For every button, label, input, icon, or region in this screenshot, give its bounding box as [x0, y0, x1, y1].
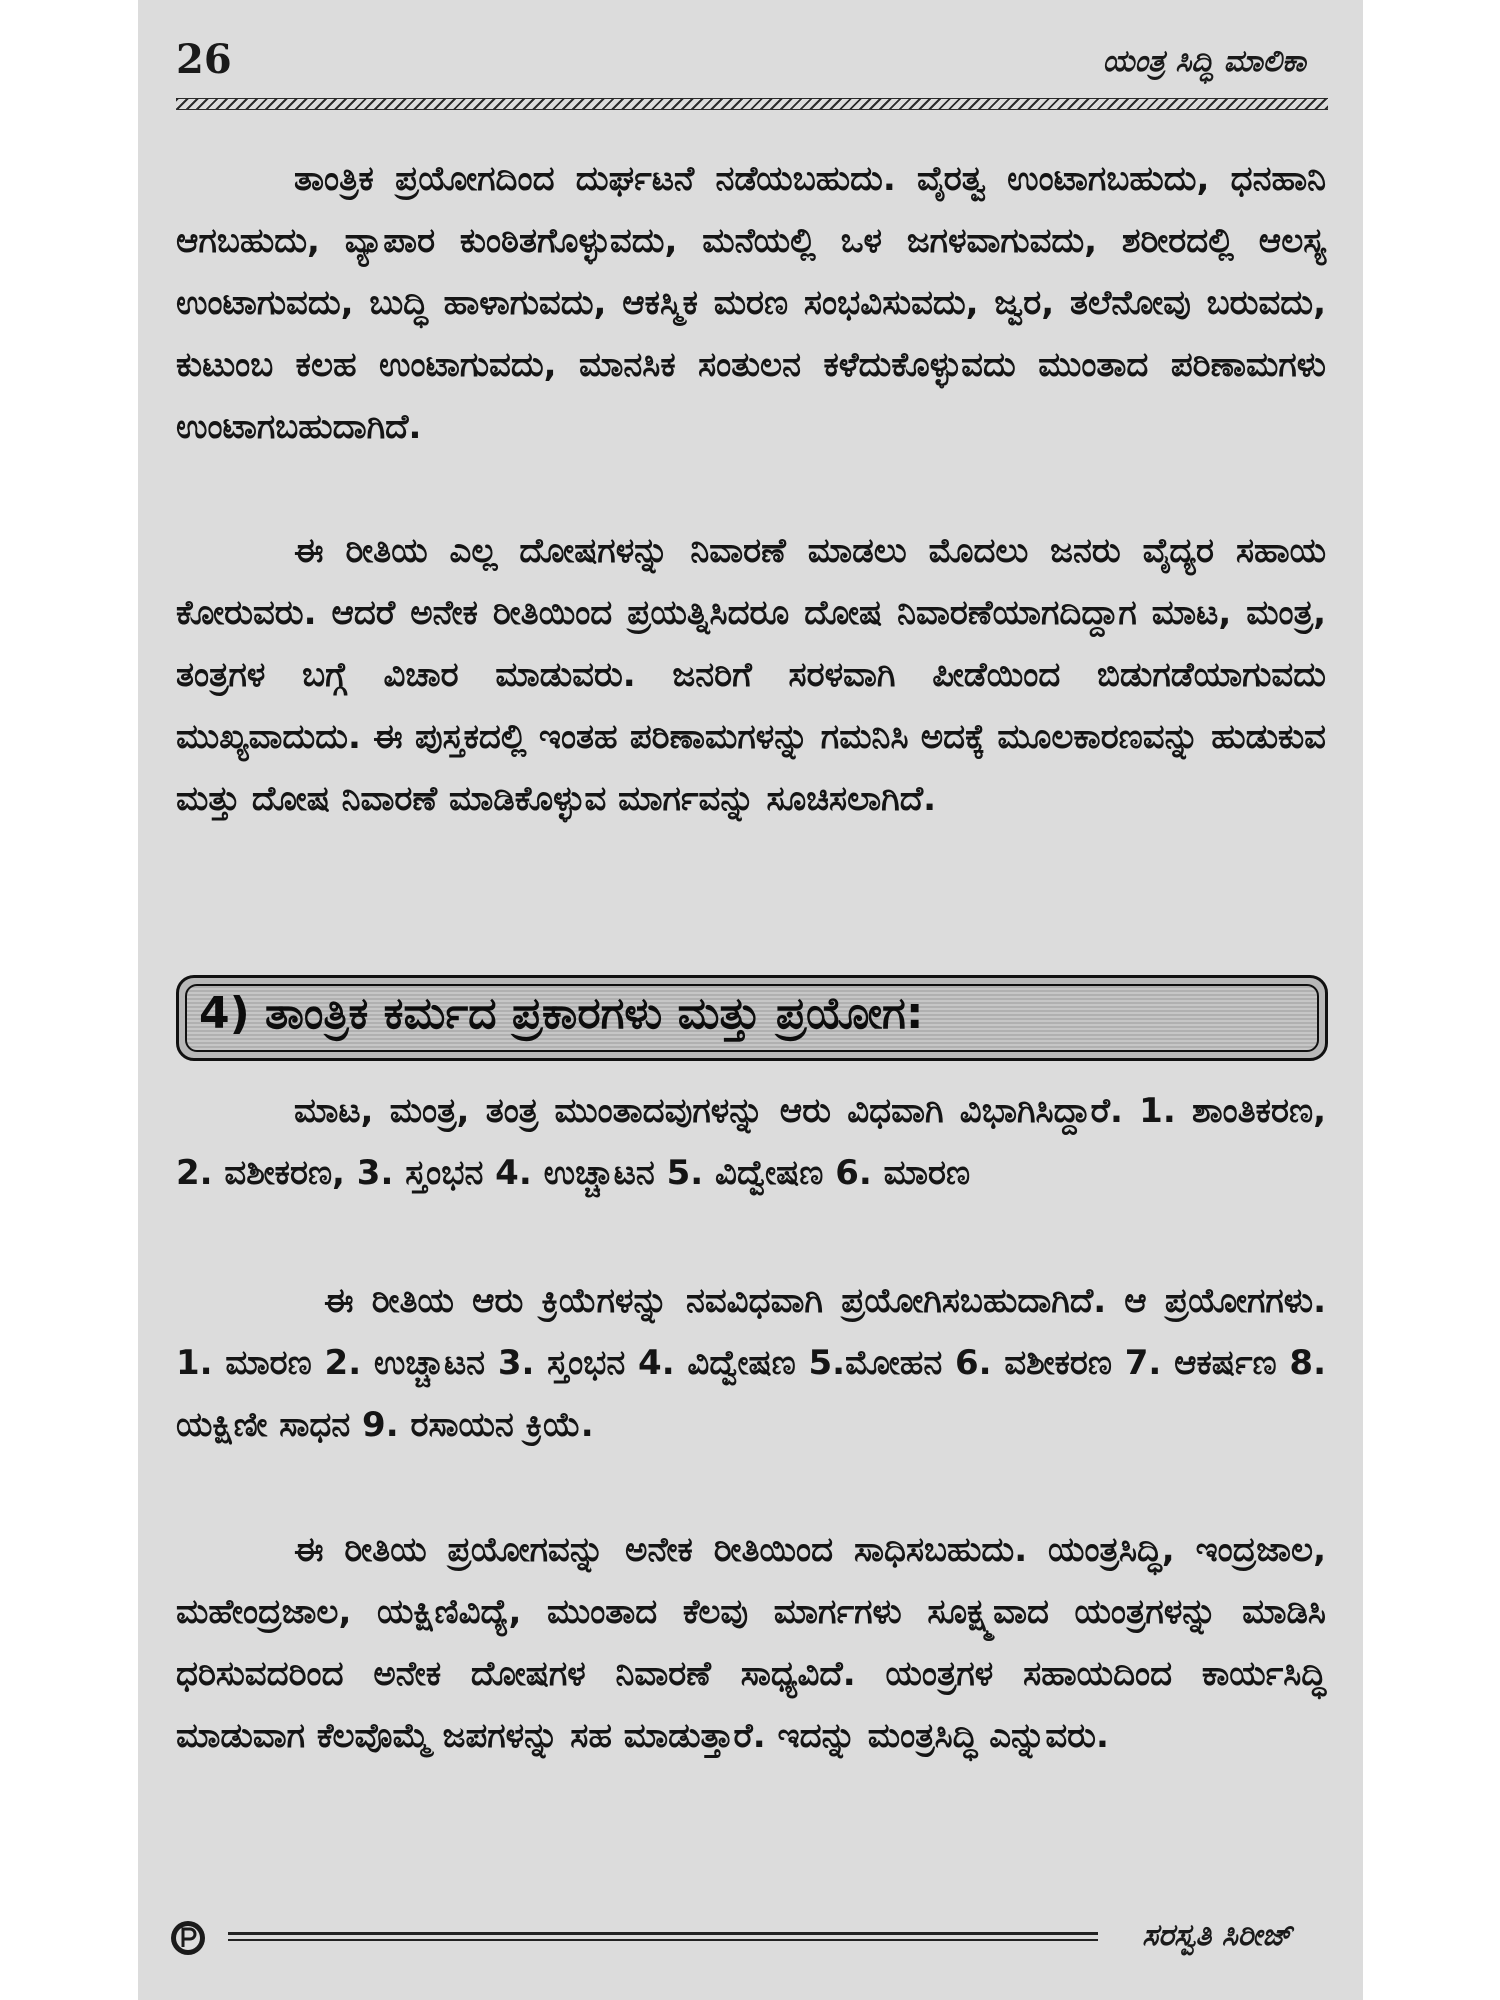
page-header	[176, 36, 1326, 86]
section-heading: 4) ತಾಂತ್ರಿಕ ಕರ್ಮದ ಪ್ರಕಾರಗಳು ಮತ್ತು ಪ್ರಯೋಗ:	[199, 988, 924, 1039]
paragraph-2: ಈ ರೀತಿಯ ಎಲ್ಲ ದೋಷಗಳನ್ನು ನಿವಾರಣೆ ಮಾಡಲು ಮೊದಲು ಜನರು ವೈದ್ಯರ ಸಹಾಯ ಕೋರುವರು. ಆದರೆ ಅನೇಕ ರೀತಿಯಿಂದ ಪ್ರಯತ್ನಿಸಿದರೂ ದೋಷ ನಿವಾರಣೆಯಾಗದಿದ್ದಾಗ ಮಾಟ, ಮಂತ್ರ, ತಂತ್ರಗಳ ಬಗ್ಗೆ ವಿಚಾರ ಮಾಡುವರು. ಜನರಿಗೆ ಸರಳವಾಗಿ ಪೀಡೆಯಿಂದ ಬಿಡುಗಡೆಯಾಗುವದು ಮುಖ್ಯವಾದುದು. ಈ ಪುಸ್ತಕದಲ್ಲಿ ಇಂತಹ ಪರಿಣಾಮಗಳನ್ನು ಗಮನಿಸಿ ಅದಕ್ಕೆ ಮೂಲಕಾರಣವನ್ನು ಹುಡುಕುವ ಮತ್ತು ದೋಷ ನಿವಾರಣೆ ಮಾಡಿಕೊಳ್ಳುವ ಮಾರ್ಗವನ್ನು ಸೂಚಿಸಲಾಗಿದೆ.	[176, 531, 1326, 819]
running-title: ಯಂತ್ರ ಸಿದ್ಧಿ ಮಾಲಿಕಾ	[1102, 44, 1306, 79]
paragraph-1: ತಾಂತ್ರಿಕ ಪ್ರಯೋಗದಿಂದ ದುರ್ಘಟನೆ ನಡೆಯಬಹುದು. ವೈರತ್ವ ಉಂಟಾಗಬಹುದು, ಧನಹಾನಿ ಆಗಬಹುದು, ವ್ಯಾಪಾರ ಕುಂಠಿತಗೊಳ್ಳುವದು, ಮನೆಯಲ್ಲಿ ಒಳ ಜಗಳವಾಗುವದು, ಶರೀರದಲ್ಲಿ ಆಲಸ್ಯ ಉಂಟಾಗುವದು, ಬುದ್ಧಿ ಹಾಳಾಗುವದು, ಆಕಸ್ಮಿಕ ಮರಣ ಸಂಭವಿಸುವದು, ಜ್ವರ, ತಲೆನೋವು ಬರುವದು, ಕುಟುಂಬ ಕಲಹ ಉಂಟಾಗುವದು, ಮಾನಸಿಕ ಸಂತುಲನ ಕಳೆದುಕೊಳ್ಳುವದು ಮುಂತಾದ ಪರಿಣಾಮಗಳು ಉಂಟಾಗಬಹುದಾಗಿದೆ.	[176, 159, 1326, 447]
header-rule	[176, 98, 1328, 110]
page-number: 26	[176, 36, 232, 83]
paragraph-3: ಮಾಟ, ಮಂತ್ರ, ತಂತ್ರ ಮುಂತಾದವುಗಳನ್ನು ಆರು ವಿಧವಾಗಿ ವಿಭಾಗಿಸಿದ್ದಾರೆ. 1. ಶಾಂತಿಕರಣ, 2. ವಶೀಕರಣ, 3. ಸ್ತಂಭನ 4. ಉಚ್ಚಾಟನ 5. ವಿದ್ವೇಷಣ 6. ಮಾರಣ	[176, 1091, 1326, 1193]
series-name: ಸರಸ್ವತಿ ಸಿರೀಜ್	[1142, 1918, 1292, 1953]
section-heading-box	[176, 975, 1328, 1061]
book-page	[138, 0, 1363, 2000]
paragraph-4: ಈ ರೀತಿಯ ಆರು ಕ್ರಿಯೆಗಳನ್ನು ನವವಿಧವಾಗಿ ಪ್ರಯೋಗಿಸಬಹುದಾಗಿದೆ. ಆ ಪ್ರಯೋಗಗಳು. 1. ಮಾರಣ 2. ಉಚ್ಚಾಟನ 3. ಸ್ತಂಭನ 4. ವಿದ್ವೇಷಣ 5.ಮೋಹನ 6. ವಶೀಕರಣ 7. ಆಕರ್ಷಣ 8. ಯಕ್ಷಿಣೀ ಸಾಧನ 9. ರಸಾಯನ ಕ್ರಿಯೆ.	[176, 1281, 1326, 1445]
paragraph-5: ಈ ರೀತಿಯ ಪ್ರಯೋಗವನ್ನು ಅನೇಕ ರೀತಿಯಿಂದ ಸಾಧಿಸಬಹುದು. ಯಂತ್ರಸಿದ್ಧಿ, ಇಂದ್ರಜಾಲ, ಮಹೇಂದ್ರಜಾಲ, ಯಕ್ಷಿಣಿವಿದ್ಯೆ, ಮುಂತಾದ ಕೆಲವು ಮಾರ್ಗಗಳು ಸೂಕ್ಷ್ಮವಾದ ಯಂತ್ರಗಳನ್ನು ಮಾಡಿಸಿ ಧರಿಸುವದರಿಂದ ಅನೇಕ ದೋಷಗಳ ನಿವಾರಣೆ ಸಾಧ್ಯವಿದೆ. ಯಂತ್ರಗಳ ಸಹಾಯದಿಂದ ಕಾರ್ಯಸಿದ್ಧಿ ಮಾಡುವಾಗ ಕೆಲವೊಮ್ಮೆ ಜಪಗಳನ್ನು ಸಹ ಮಾಡುತ್ತಾರೆ. ಇದನ್ನು ಮಂತ್ರಸಿದ್ಧಿ ಎನ್ನುವರು.	[176, 1530, 1326, 1756]
page-footer	[168, 1918, 1328, 1968]
publisher-logo-icon	[168, 1918, 208, 1958]
footer-rule	[228, 1932, 1098, 1941]
